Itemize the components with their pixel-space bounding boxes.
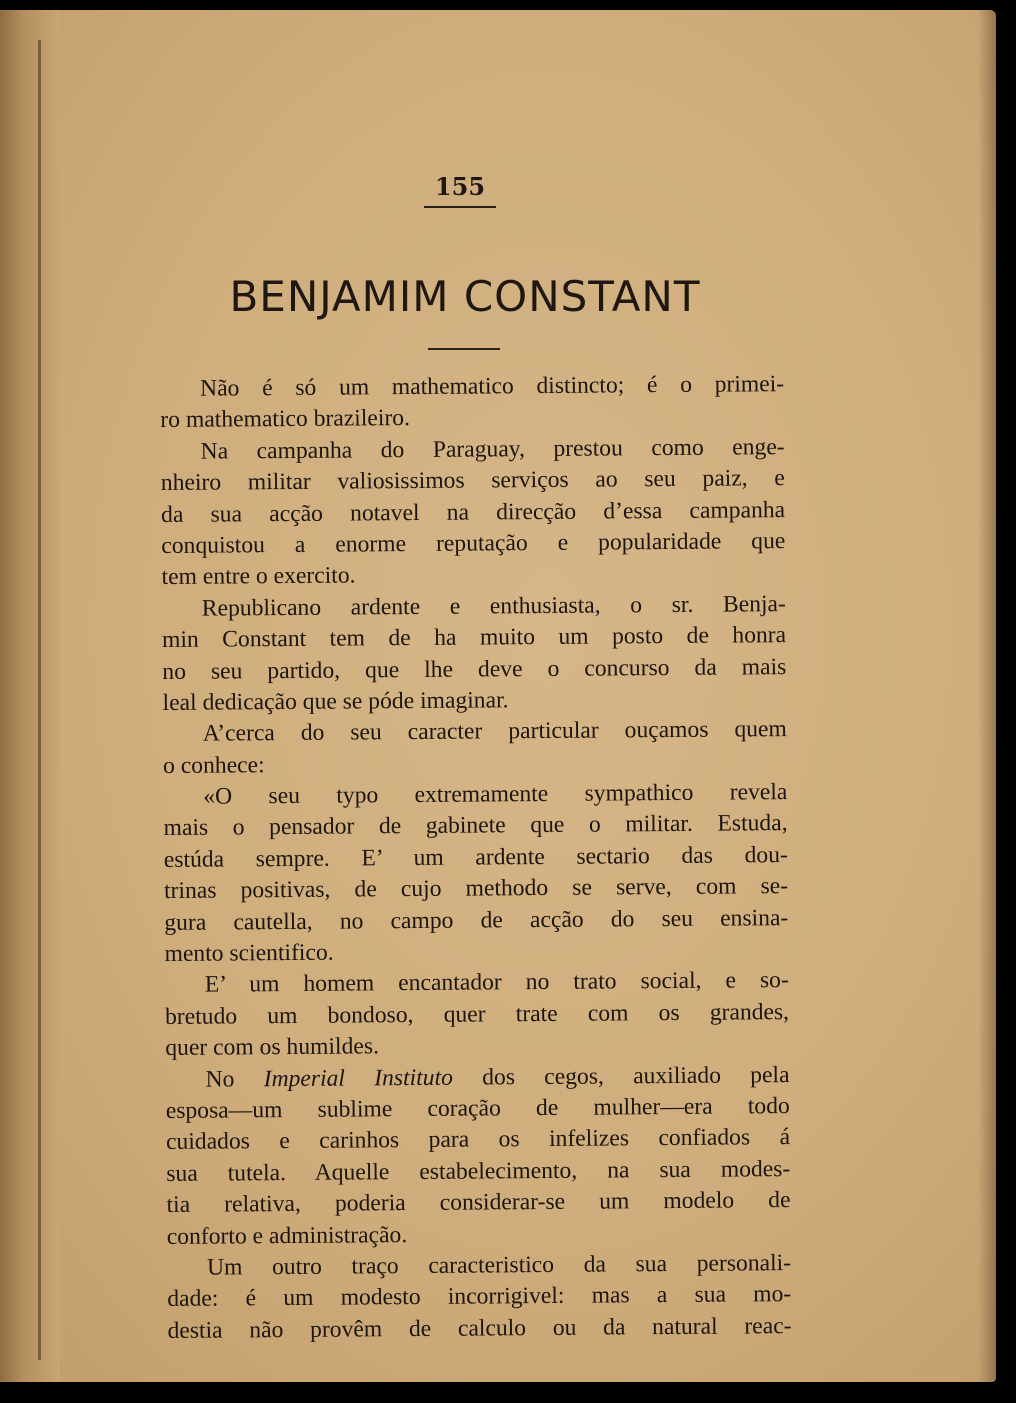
text-line: trinas positivas, de cujo methodo se serve, com se- [163,873,789,905]
text-line: destia não provêm de calculo ou da natural reac- [167,1312,792,1344]
binding-edge [38,40,41,1360]
text-line: Na campanha do Paraguay, prestou como enge- [200,433,785,465]
text-line: nheiro militar valiosissimos serviços ao seu paiz, e [160,465,785,497]
text-line: A’cerca do seu caracter particular ouçamos quem [202,716,787,747]
text-line: leal dedicação que se póde imaginar. [162,687,509,716]
text-line: ro mathematico brazileiro. [160,405,411,434]
text-line: E’ um homem encantador no trato social, e so- [204,967,789,999]
text-line: «O seu typo extremamente sympathico revela [203,779,788,810]
text-line: tem entre o exercito. [161,562,356,591]
text-line: min Constant tem de ha muito um posto de honra [161,622,787,654]
title-rule [428,348,500,350]
text-line: No Imperial Instituto dos cegos, auxiliado pela [205,1061,790,1093]
text-line: quer com os humildes. [165,1033,380,1062]
text-line: Um outro traço caracteristico da sua personali- [206,1250,792,1281]
text-line: conforto e administração. [166,1221,408,1250]
text-line: conquistou a enorme reputação e popularidade que [161,528,786,559]
page-edge-shadow [978,10,996,1382]
text-line: gura cautella, no campo de acção do seu ensina- [164,904,789,936]
chapter-title: BENJAMIM CONSTANT [229,272,701,321]
text-line: Não é só um mathematico distincto; é o primei- [200,371,785,402]
text-line: bretudo um bondoso, quer trate com os grandes, [164,998,790,1030]
text-line: cuidados e carinhos para os infelizes confiados á [165,1124,791,1156]
italic-title: Imperial Instituto [263,1064,453,1092]
text-line: tia relativa, poderia considerar-se um modelo de [166,1187,791,1219]
text-line: o conhece: [162,751,265,779]
text-line: mento scientifico. [164,939,334,968]
text-line: dade: é um modesto incorrigivel: mas a sua mo- [167,1281,792,1313]
text-line: esposa—um sublime coração de mulher—era todo [165,1093,790,1124]
book-page [0,10,996,1382]
text-line: sua tutela. Aquelle estabelecimento, na sua modes- [166,1155,791,1187]
page-gutter-shadow [0,10,60,1382]
text-line: da sua acção notavel na direcção d’essa campanha [161,496,786,528]
text-line: Republicano ardente e enthusiasta, o sr. Benja- [201,590,786,622]
text-line: estúda sempre. E’ um ardente sectario das dou- [163,841,788,873]
text-line: no seu partido, que lhe deve o concurso da mais [162,653,787,685]
page-number-rule [424,206,496,208]
body-text [160,369,792,1347]
page-number: 155 [434,172,486,201]
text-line: mais o pensador de gabinete que o militar. Estuda, [163,810,788,842]
